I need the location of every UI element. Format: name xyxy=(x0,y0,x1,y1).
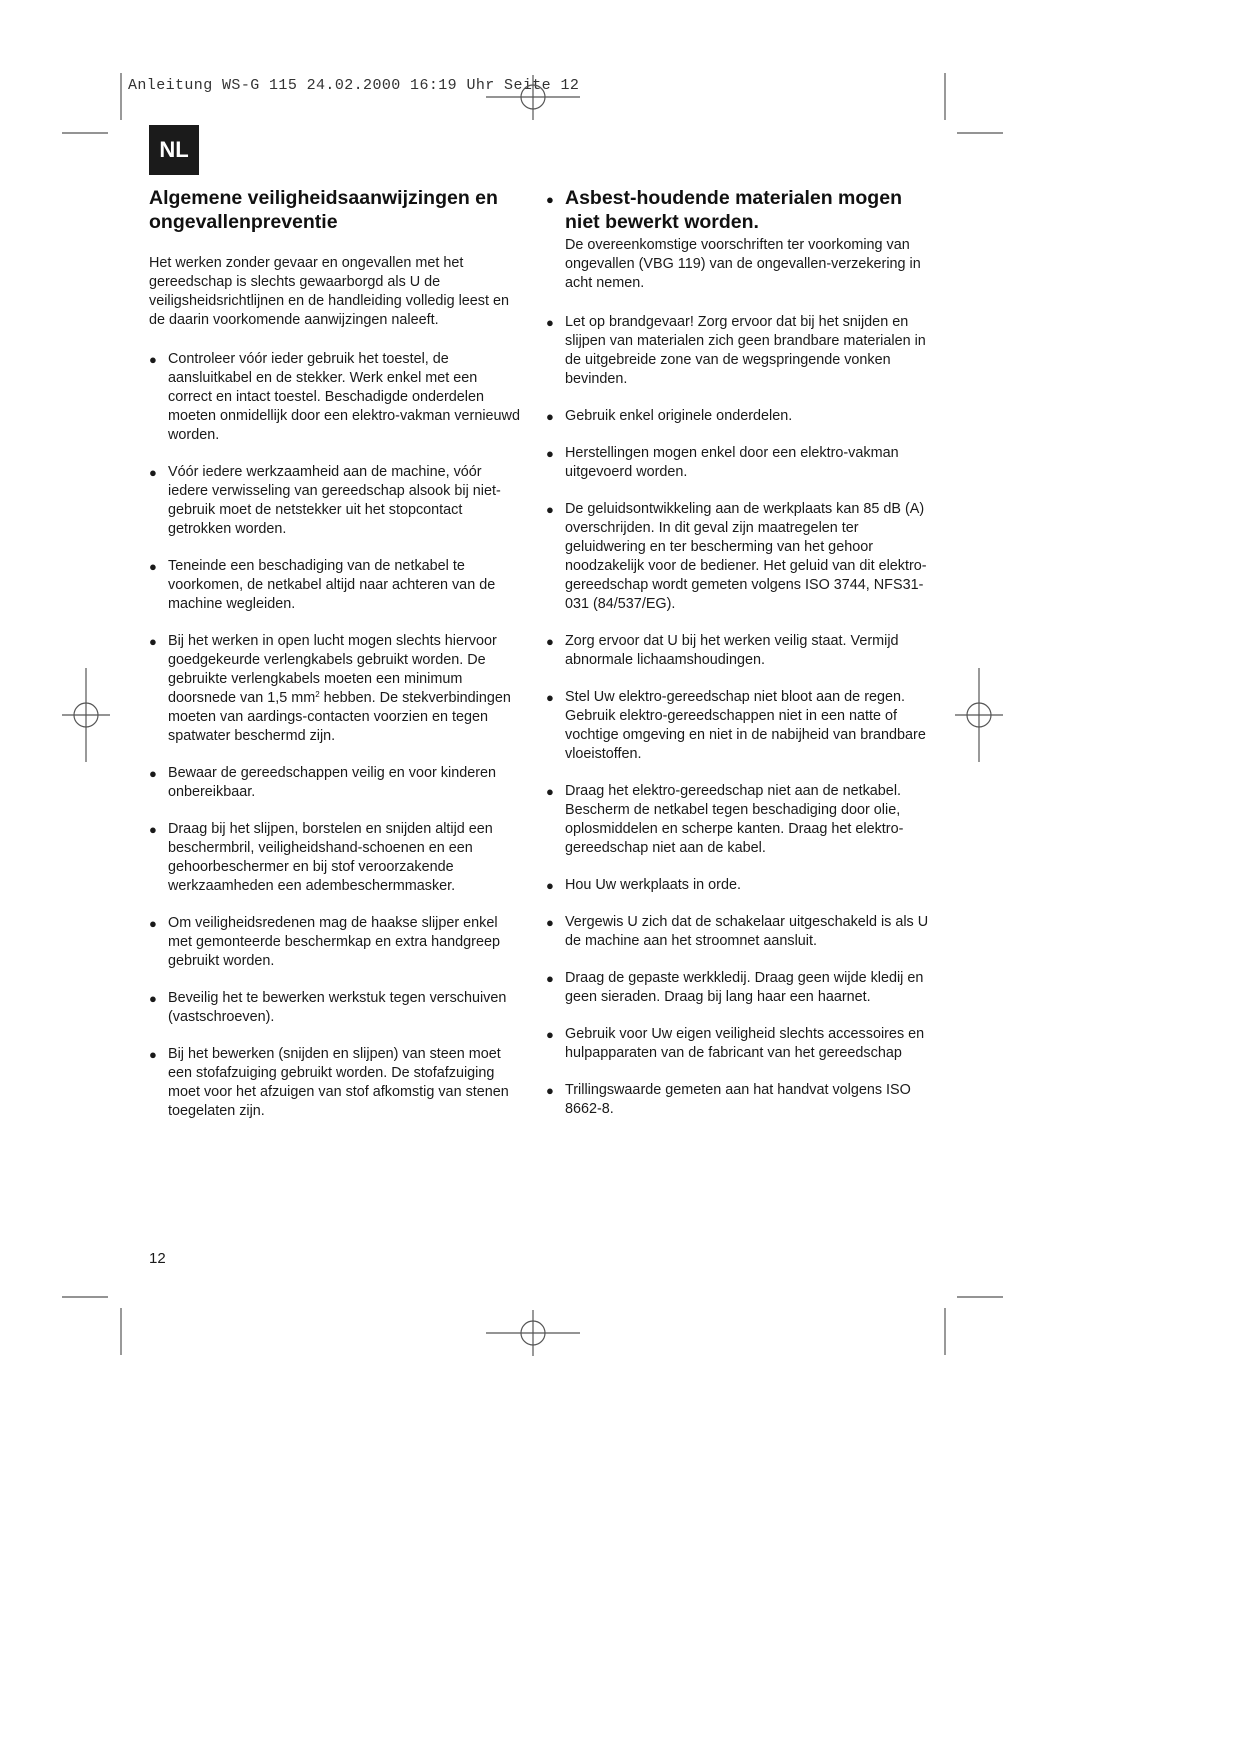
safety-item-text: Teneinde een beschadiging van de netkabel te voorkomen, de netkabel altijd naar achteren van de machine wegleiden. xyxy=(168,558,496,612)
safety-item-text: Herstellingen mogen enkel door een elektro-vakman uitgevoerd worden. xyxy=(565,445,899,480)
bullet-icon: ● xyxy=(546,409,554,424)
intro-paragraph: Het werken zonder gevaar en ongevallen met het gereedschap is slechts gewaarborgd als U de veiligsheidsrichtlijnen en de handleiding volledig leest en de daarin voorkomende aanwijzingen naleeft. xyxy=(149,255,510,328)
safety-item xyxy=(149,989,524,1027)
safety-item-text: Om veiligheidsredenen mag de haakse slijper enkel met gemonteerde beschermkap en extra handgreep gebruikt worden. xyxy=(168,915,500,969)
safety-item-text: Draag het elektro-gereedschap niet aan de netkabel. Bescherm de netkabel tegen beschadiging door olie, oplosmiddelen en scherpe kanten. Draag het elektro-gereedschap niet aan de kabel. xyxy=(565,783,904,856)
safety-item xyxy=(149,820,524,896)
safety-item-text: Bewaar de gereedschappen veilig en voor kinderen onbereikbaar. xyxy=(168,765,497,800)
print-header: Anleitung WS-G 115 24.02.2000 16:19 Uhr Seite 12 xyxy=(128,77,580,94)
bullet-icon: ● xyxy=(546,446,554,461)
safety-item xyxy=(546,913,936,951)
safety-item-text: De geluidsontwikkeling aan de werkplaats kan 85 dB (A) overschrijden. In dit geval zijn maatregelen ter geluidwering en ter bescherming van het gehoor noodzakelijk voor de bediener. Het geluid van dit elektro-gereedschap wordt gemeten volgens ISO 3744, NFS31-031 (84/537/EG). xyxy=(565,501,927,612)
safety-item xyxy=(546,632,936,670)
bullet-icon: ● xyxy=(149,822,157,837)
safety-item-text: Controleer vóór ieder gebruik het toestel, de aansluitkabel en de stekker. Werk enkel met een correct en intact toestel. Beschadigde onderdelen moeten onmidellijk door een elektro-vakman vernieuwd worden. xyxy=(168,351,520,443)
bullet-icon: ● xyxy=(546,315,554,330)
language-badge: NL xyxy=(149,125,199,175)
safety-item xyxy=(149,914,524,971)
safety-item-text: Let op brandgevaar! Zorg ervoor dat bij het snijden en slijpen van materialen zich geen brandbare materialen in de uitgebreide zone van de wegspringende vonken bevinden. xyxy=(565,314,926,387)
safety-item-text: Bij het bewerken (snijden en slijpen) van steen moet een stofafzuiging gebruikt worden. De stofafzuiging moet voor het afzuigen van stof afkomstig van stenen toegelaten zijn. xyxy=(168,1046,509,1119)
safety-item xyxy=(546,782,936,858)
bullet-icon: ● xyxy=(546,502,554,517)
safety-item-text: Trillingswaarde gemeten aan hat handvat volgens ISO 8662-8. xyxy=(565,1082,911,1117)
safety-item xyxy=(546,876,936,895)
safety-item xyxy=(546,313,936,389)
safety-item-text-cont: hebben. De stekverbindingen moeten van aardings-contacten voorzien en tegen spatwater beschermd zijn. xyxy=(168,690,511,744)
heading-text: Asbest-houdende materialen mogen niet bewerkt worden. xyxy=(565,187,902,233)
heading-subtext: De overeenkomstige voorschriften ter voorkoming van ongevallen (VBG 119) van de ongevallen-verzekering in acht nemen. xyxy=(565,237,921,291)
safety-item-text: Draag de gepaste werkkledij. Draag geen wijde kledij en geen sieraden. Draag bij lang haar een haarnet. xyxy=(565,970,924,1005)
bullet-icon: ● xyxy=(546,1083,554,1098)
safety-item xyxy=(149,764,524,802)
bullet-icon: ● xyxy=(149,916,157,931)
safety-item xyxy=(546,500,936,614)
safety-item-text: Gebruik enkel originele onderdelen. xyxy=(565,408,793,424)
safety-item-text: Hou Uw werkplaats in orde. xyxy=(565,877,741,893)
safety-item-text: Zorg ervoor dat U bij het werken veilig staat. Vermijd abnormale lichaamshoudingen. xyxy=(565,633,899,668)
safety-item xyxy=(546,969,936,1007)
safety-item-text: Draag bij het slijpen, borstelen en snijden altijd een beschermbril, veiligheidshand-schoenen en een gehoorbeschermer en bij stof veroorzakende werkzaamheden een adembeschermmasker. xyxy=(168,821,493,894)
bullet-icon: ● xyxy=(546,971,554,986)
safety-item xyxy=(149,350,524,445)
superscript: 2 xyxy=(315,690,320,699)
bullet-icon: ● xyxy=(546,784,554,799)
bullet-icon: ● xyxy=(546,1027,554,1042)
safety-item-text: Bij het werken in open lucht mogen slechts hiervoor goedgekeurde verlengkabels gebruikt worden. De gebruikte verlengkabels moeten een minimum doorsnede van 1,5 mm xyxy=(168,633,497,706)
section-heading: Algemene veiligheidsaanwijzingen en ongevallenpreventie xyxy=(149,187,498,233)
safety-item-text: Stel Uw elektro-gereedschap niet bloot aan de regen. Gebruik elektro-gereedschappen niet in een natte of vochtige omgeving en niet in de nabijheid van brandbare vloeistoffen. xyxy=(565,689,926,762)
bullet-icon: ● xyxy=(546,690,554,705)
bullet-icon: ● xyxy=(149,991,157,1006)
bullet-icon: ● xyxy=(149,465,157,480)
bullet-icon: ● xyxy=(546,878,554,893)
safety-item-text: Gebruik voor Uw eigen veiligheid slechts accessoires en hulpapparaten van de fabricant van het gereedschap xyxy=(565,1026,925,1061)
bullet-icon: ● xyxy=(149,766,157,781)
section-heading-asbestos xyxy=(546,186,936,234)
safety-item xyxy=(149,463,524,539)
safety-item xyxy=(546,407,936,426)
bullet-icon: ● xyxy=(546,192,554,207)
safety-item xyxy=(149,1045,524,1121)
safety-item xyxy=(546,444,936,482)
safety-item xyxy=(546,1025,936,1063)
left-column xyxy=(149,186,524,1139)
safety-item-text: Vergewis U zich dat de schakelaar uitgeschakeld is als U de machine aan het stroomnet aansluit. xyxy=(565,914,929,949)
bullet-icon: ● xyxy=(546,634,554,649)
safety-item xyxy=(546,1081,936,1119)
bullet-icon: ● xyxy=(546,915,554,930)
safety-item xyxy=(149,632,524,746)
safety-item xyxy=(546,688,936,764)
bullet-icon: ● xyxy=(149,634,157,649)
page-number: 12 xyxy=(149,1250,166,1267)
bullet-icon: ● xyxy=(149,559,157,574)
bullet-icon: ● xyxy=(149,352,157,367)
safety-item-text: Beveilig het te bewerken werkstuk tegen verschuiven (vastschroeven). xyxy=(168,990,507,1025)
safety-item xyxy=(149,557,524,614)
right-column xyxy=(546,186,936,1137)
safety-item-text: Vóór iedere werkzaamheid aan de machine, vóór iedere verwisseling van gereedschap alsook bij niet-gebruik moet de netstekker uit het stopcontact getrokken worden. xyxy=(168,464,501,537)
bullet-icon: ● xyxy=(149,1047,157,1062)
